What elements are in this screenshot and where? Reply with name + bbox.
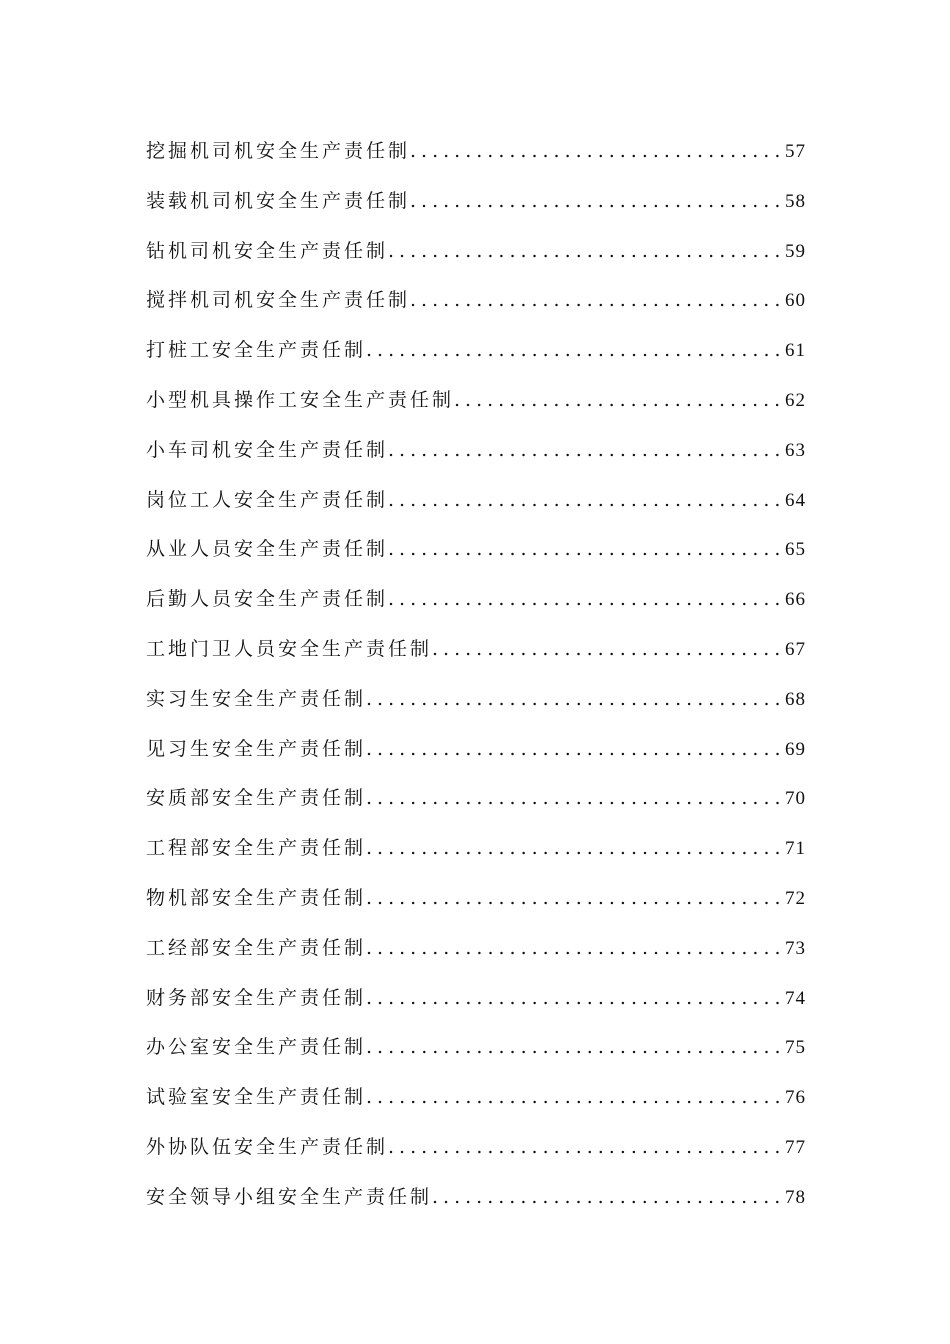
toc-entry-page-number: 73 — [785, 937, 806, 959]
toc-entry-page-number: 60 — [785, 290, 806, 312]
toc-entry-title: 试验室安全生产责任制 — [146, 1086, 367, 1109]
toc-entry[interactable] — [146, 534, 806, 584]
toc-dot-leader — [388, 435, 783, 465]
toc-entry[interactable] — [146, 833, 806, 883]
toc-entry-page-number: 57 — [785, 141, 806, 162]
toc-entry[interactable] — [146, 186, 806, 236]
toc-entry[interactable] — [146, 684, 806, 734]
toc-entry[interactable] — [146, 783, 806, 833]
toc-entry-title: 见习生安全生产责任制 — [146, 737, 367, 760]
toc-entry[interactable] — [146, 1082, 806, 1132]
toc-dot-leader — [366, 833, 783, 863]
toc-entry[interactable] — [146, 1132, 806, 1182]
toc-dot-leader — [366, 734, 783, 764]
toc-dot-leader — [388, 1132, 783, 1162]
toc-entry-title: 工地门卫人员安全生产责任制 — [146, 637, 433, 660]
toc-entry-title: 装载机司机安全生产责任制 — [146, 189, 411, 212]
toc-entry-title: 钻机司机安全生产责任制 — [146, 239, 389, 262]
toc-entry-title: 办公室安全生产责任制 — [146, 1036, 367, 1059]
toc-entry-title: 安全领导小组安全生产责任制 — [146, 1185, 433, 1208]
toc-entry-page-number: 72 — [785, 887, 806, 909]
toc-entry[interactable] — [146, 136, 806, 186]
toc-entry-title: 从业人员安全生产责任制 — [146, 538, 389, 561]
toc-entry[interactable] — [146, 983, 806, 1033]
toc-entry-title: 后勤人员安全生产责任制 — [146, 588, 389, 611]
toc-dot-leader — [366, 1082, 783, 1112]
toc-entry-title: 安质部安全生产责任制 — [146, 787, 367, 810]
toc-dot-leader — [388, 485, 783, 515]
toc-entry-page-number: 67 — [785, 638, 806, 660]
toc-entry-title: 打桩工安全生产责任制 — [146, 339, 367, 362]
toc-dot-leader — [432, 1182, 783, 1212]
toc-dot-leader — [410, 136, 783, 166]
toc-entry-page-number: 58 — [785, 190, 806, 212]
toc-entry-page-number: 71 — [785, 838, 806, 860]
toc-entry-page-number: 77 — [785, 1136, 806, 1158]
toc-entry-title: 财务部安全生产责任制 — [146, 986, 367, 1009]
toc-entry[interactable] — [146, 485, 806, 535]
toc-entry[interactable] — [146, 933, 806, 983]
toc-entry-title: 工经部安全生产责任制 — [146, 936, 367, 959]
toc-entry[interactable] — [146, 385, 806, 435]
toc-entry[interactable] — [146, 1182, 806, 1232]
toc-dot-leader — [454, 385, 783, 415]
toc-entry-title: 小车司机安全生产责任制 — [146, 438, 389, 461]
toc-dot-leader — [388, 236, 783, 266]
toc-entry-title: 物机部安全生产责任制 — [146, 886, 367, 909]
toc-entry[interactable] — [146, 285, 806, 335]
toc-dot-leader — [366, 883, 783, 913]
toc-entry[interactable] — [146, 236, 806, 286]
toc-dot-leader — [366, 335, 783, 365]
toc-entry[interactable] — [146, 435, 806, 485]
toc-dot-leader — [410, 285, 783, 315]
toc-entry[interactable] — [146, 584, 806, 634]
toc-entry-page-number: 74 — [785, 987, 806, 1009]
toc-entry-title: 岗位工人安全生产责任制 — [146, 488, 389, 511]
toc-entry-title: 小型机具操作工安全生产责任制 — [146, 388, 455, 411]
toc-entry-page-number: 63 — [785, 439, 806, 461]
toc-dot-leader — [366, 783, 783, 813]
toc-entry-page-number: 65 — [785, 539, 806, 561]
toc-dot-leader — [432, 634, 783, 664]
toc-dot-leader — [410, 186, 783, 216]
toc-entry[interactable] — [146, 335, 806, 385]
toc-entry-page-number: 69 — [785, 738, 806, 760]
toc-entry[interactable] — [146, 634, 806, 684]
toc-entry-page-number: 78 — [785, 1186, 806, 1208]
toc-entry-title: 工程部安全生产责任制 — [146, 837, 367, 860]
toc-dot-leader — [366, 983, 783, 1013]
toc-entry-page-number: 70 — [785, 788, 806, 810]
table-of-contents — [146, 136, 806, 1232]
toc-entry[interactable] — [146, 883, 806, 933]
toc-entry-page-number: 61 — [785, 340, 806, 362]
toc-entry-title: 搅拌机司机安全生产责任制 — [146, 289, 411, 312]
toc-dot-leader — [366, 933, 783, 963]
toc-dot-leader — [366, 684, 783, 714]
toc-entry-page-number: 62 — [785, 389, 806, 411]
toc-entry-title: 外协队伍安全生产责任制 — [146, 1135, 389, 1158]
toc-entry-page-number: 75 — [785, 1037, 806, 1059]
toc-entry-page-number: 59 — [785, 240, 806, 262]
toc-entry-page-number: 66 — [785, 589, 806, 611]
toc-entry-title: 实习生安全生产责任制 — [146, 687, 367, 710]
toc-dot-leader — [388, 584, 783, 614]
toc-entry[interactable] — [146, 734, 806, 784]
toc-entry[interactable] — [146, 1032, 806, 1082]
toc-entry-page-number: 68 — [785, 688, 806, 710]
toc-entry-page-number: 76 — [785, 1087, 806, 1109]
toc-dot-leader — [388, 534, 783, 564]
toc-entry-title: 挖掘机司机安全生产责任制 — [146, 140, 411, 162]
toc-entry-page-number: 64 — [785, 489, 806, 511]
toc-dot-leader — [366, 1032, 783, 1062]
